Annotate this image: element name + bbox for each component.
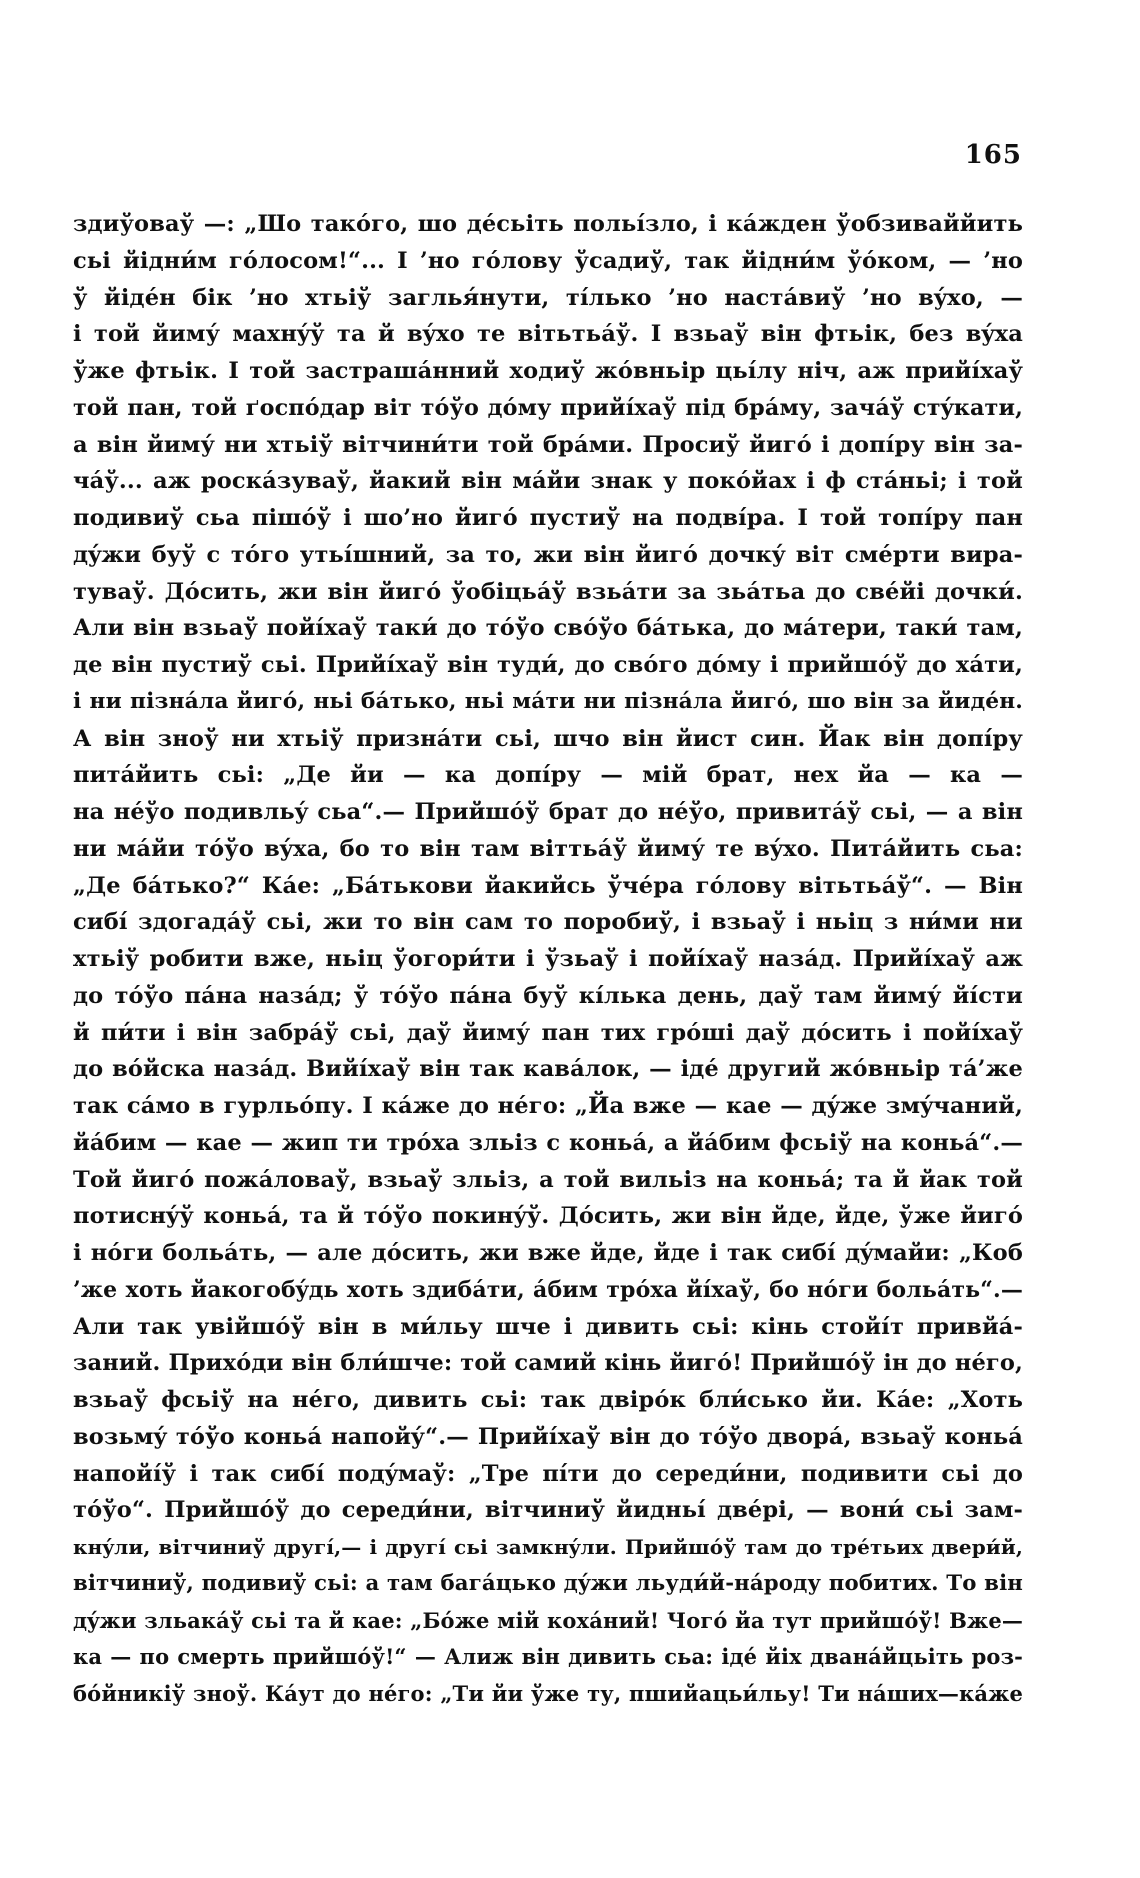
text-line: а він йиму́ ни хтьіў вітчини́ти той брáми. Просиў йигó і допíру він за-	[73, 431, 1023, 458]
text-line: на нéўо подивльý сьа“.— Прийшóў брат до нéўо, привитáў сьі, — а він	[73, 799, 1023, 825]
text-line: возьмý тóўо коньá напойý“.— Прийíхаў він до тóўо дворá, взьаў коньá	[73, 1423, 1023, 1450]
text-line: ни мáйи тóўо вýха, бо то він там віттьáў йиму́ те вýхо. Питáйить сьа:	[73, 835, 1023, 862]
text-line: й пи́ти і він забрáў сьі, даў йиму́ пан тих грóші даў дóсить і пойíхаў	[73, 1019, 1023, 1046]
text-line: до тóўо пáна назáд; ў тóўо пáна буў кíлька день, даў там йиму́ йíсти	[73, 982, 1023, 1009]
text-line: подивиў сьа пішóў і шо’но йигó пустиў на подвíра. І той топíру пан	[73, 505, 1023, 531]
text-line: Али так увійшóў він в ми́льу шче і дивить сьі: кінь стойíт привйá-	[73, 1313, 1023, 1340]
text-line: взьаў фсьіў на нéго, дивить сьі: так двірóк бли́сько йи. Кáе: „Хоть	[73, 1387, 1023, 1413]
text-line: здиўоваў —: „Шо такóго, шо дéсьіть польíзло, і кáжден ўобзиваййить	[73, 211, 1023, 237]
text-line: ў йідéн бік ’но хтьіў заглья́нути, тíлько ’но настáвиў ’но вýхо, —	[73, 284, 1023, 311]
text-line: бóйникіў зноў. Кáут до нéго: „Ти йи ўже ту, пшийацьи́льу! Ти нáших—кáже	[73, 1681, 1023, 1706]
text-line: і ни пізнáла йигó, ньі бáтько, ньі мáти ни пізнáла йигó, шо він за йидéн.	[73, 688, 1023, 714]
text-line: і той йиму́ махнýў та й вýхо те вітьтьáў. І взьаў він фтьік, без вýха	[73, 321, 1023, 348]
text-line: йáбим — кае — жип ти трóха зльіз с коньá, а йáбим фсьіў на коньá“.—	[73, 1129, 1023, 1156]
text-line: А він зноў ни хтьіў признáти сьі, шчо він йист син. Йак він допíру	[73, 725, 1023, 752]
text-line: ўже фтьік. І той застрашáнний ходиў жóвньір цьíлу ніч, аж прийíхаў	[73, 358, 1023, 384]
text-line: потиснýў коньá, та й тóўо покинýў. Дóсить, жи він йде, йде, ўже йигó	[73, 1203, 1023, 1230]
text-line: заний. Прихóди він бли́шче: той самий кінь йигó! Прийшóў ін до нéго,	[73, 1350, 1023, 1377]
text-line: сьі йідни́м гóлосом!“... І ’но гóлову ўсадиў, так йідни́м ўóком, — ’но	[73, 247, 1023, 274]
text-line: дýжи буў с тóго утьíшний, за то, жи він йигó дочкý віт смéрти вира-	[73, 541, 1023, 568]
text-line: питáйить сьі: „Де йи — ка допíру — мій брат, нех йа — ка —	[73, 762, 1023, 789]
text-line: вітчиниў, подивиў сьі: а там багáцько дýжи льуди́й-нáроду побитих. То він	[73, 1570, 1023, 1596]
text-line: до вóйска назáд. Вийíхаў він так кавáлок, — ідé другий жóвньір тá’же	[73, 1056, 1023, 1083]
text-line: тóўо“. Прийшóў до середи́ни, вітчиниў йидньí двéрі, — вони́ сьі зам-	[73, 1497, 1023, 1524]
text-line: „Де бáтько?“ Кáе: „Бáтькови йакийсь ўчéра гóлову вітьтьáў“. — Він	[73, 872, 1023, 899]
text-line: де він пустиў сьі. Прийíхаў він туди́, до свóго дóму і прийшóў до хáти,	[73, 652, 1023, 678]
page-number: 165	[964, 140, 1022, 170]
text-line: і нóги больáть, — але дóсить, жи вже йде, йде і так сибí дýмайи: „Коб	[73, 1240, 1023, 1266]
text-line: хтьіў робити вже, ньіц ўогори́ти і ўзьаў і пойíхаў назáд. Прийíхаў аж	[73, 946, 1023, 972]
body-text	[73, 206, 1023, 1713]
text-line: кнýли, вітчиниў другí,— і другí сьі замкнýли. Прийшóў там до трéтьих двери́й,	[73, 1535, 1023, 1559]
text-line: сибí здогадáў сьі, жи то він сам то поробиў, і взьаў і ньіц з ни́ми ни	[73, 909, 1023, 936]
text-line: напойíў і так сибí подýмаў: „Тре пíти до середи́ни, подивити сьі до	[73, 1460, 1023, 1487]
text-line: туваў. Дóсить, жи він йигó ўобіцьáў взьáти за зьáтьа до свéйі дочки́.	[73, 578, 1023, 605]
text-line: дýжи зльакáў сьі та й кае: „Бóже мій кохáний! Чогó йа тут прийшóў! Вже—	[73, 1607, 1023, 1633]
text-line: Али він взьаў пойíхаў таки́ до тóўо свóўо бáтька, до мáтери, таки́ там,	[73, 615, 1023, 642]
text-line: ка — по смерть прийшóў!“ — Алиж він дивить сьа: ідé йіх дванáйцьіть роз-	[73, 1644, 1023, 1670]
text-line: той пан, той ґоспóдар віт тóўо дóму прийíхаў під брáму, зачáў стýкати,	[73, 394, 1023, 421]
text-line: Той йигó пожáловаў, взьаў зльіз, а той вильіз на коньá; та й йак той	[73, 1166, 1023, 1193]
text-line: ’же хоть йакогобýдь хоть здибáти, áбим трóха йíхаў, бо нóги больáть“.—	[73, 1276, 1023, 1303]
text-line: так сáмо в гурльóпу. І кáже до нéго: „Йа вже — кае — дýже змýчаний,	[73, 1093, 1023, 1119]
text-line: чáў... аж роскáзуваў, йакий він мáйи знак у покóйах і ф стáньі; і той	[73, 468, 1023, 495]
